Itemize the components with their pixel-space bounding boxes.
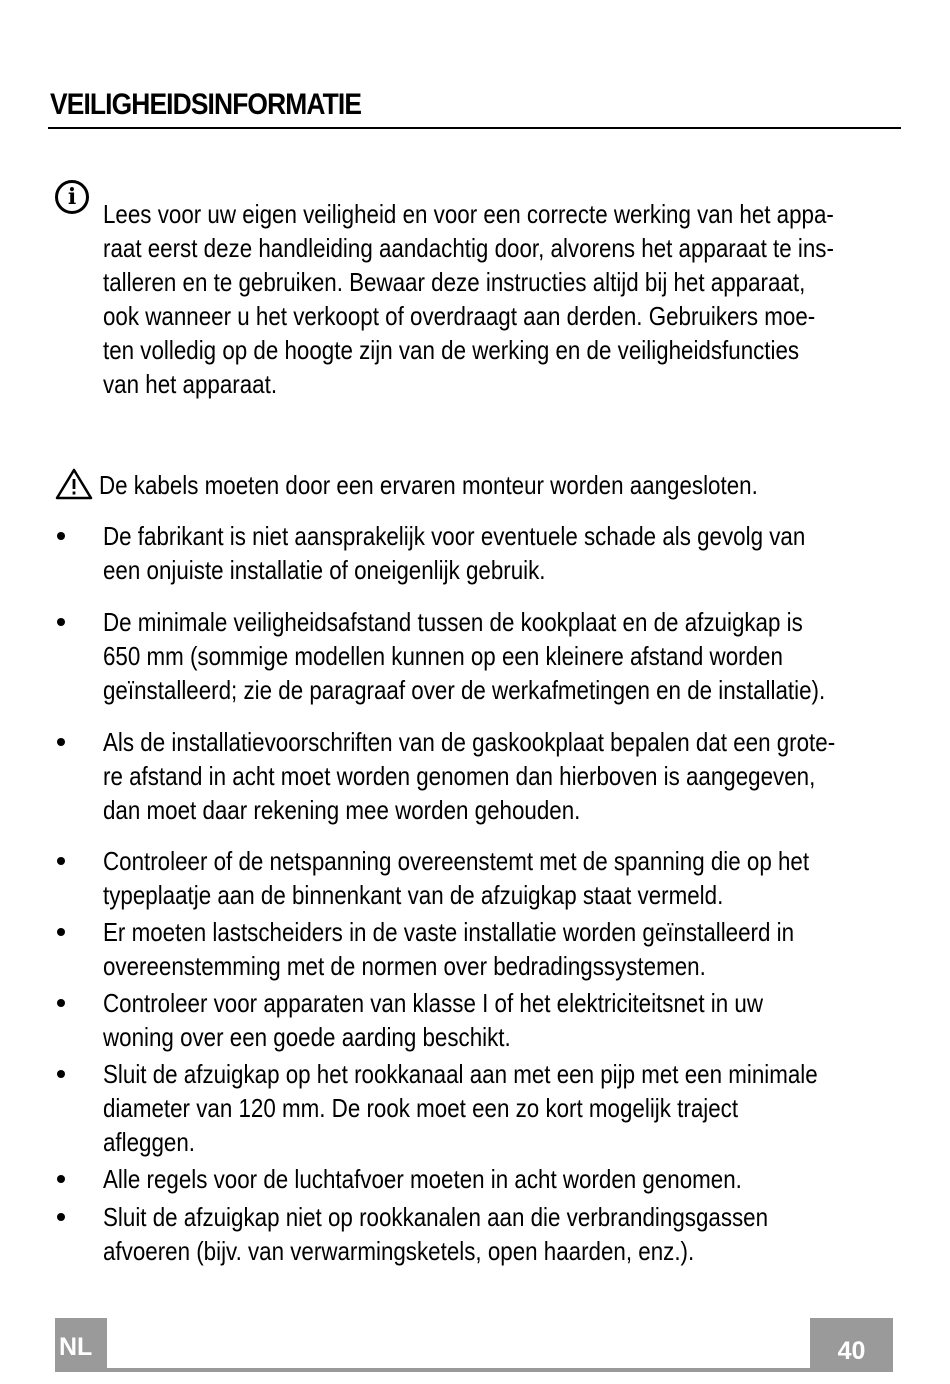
list-item-text: [103, 1057, 818, 1159]
list-item-line: dan moet daar rekening mee worden gehouden.: [103, 795, 581, 825]
list-item-text: [103, 725, 835, 827]
warning-triangle-icon: [55, 468, 93, 500]
list-item-text: [103, 519, 805, 587]
list-item-text: [103, 986, 763, 1054]
list-item-text: [103, 844, 809, 912]
intro-line: Lees voor uw eigen veiligheid en voor een correcte werking van het appa-: [103, 199, 834, 229]
list-item-line: Controleer of de netspanning overeenstemt met de spanning die op het: [103, 846, 810, 876]
list-item-line: diameter van 120 mm. De rook moet een zo kort mogelijk traject: [103, 1093, 739, 1123]
list-item-text: [103, 605, 825, 707]
section-title: VEILIGHEIDSINFORMATIE: [50, 88, 362, 121]
list-item-line: Er moeten lastscheiders in de vaste installatie worden geïnstalleerd in: [103, 917, 795, 947]
bullet-dot: [57, 1070, 65, 1078]
intro-line: ook wanneer u het verkoopt of overdraagt aan derden. Gebruikers moe-: [103, 301, 816, 331]
info-circle-icon: i: [55, 180, 89, 214]
intro-line: talleren en te gebruiken. Bewaar deze instructies altijd bij het apparaat,: [103, 267, 806, 297]
list-item-line: De minimale veiligheidsafstand tussen de kookplaat en de afzuigkap is: [103, 607, 803, 637]
bullet-dot: [57, 1175, 65, 1183]
warning-text: De kabels moeten door een ervaren monteur worden aangesloten.: [99, 470, 758, 500]
list-item-line: Sluit de afzuigkap op het rookkanaal aan met een pijp met een minimale: [103, 1059, 818, 1089]
language-tab: NL: [55, 1318, 107, 1372]
bullet-dot: [57, 857, 65, 865]
list-item-line: woning over een goede aarding beschikt.: [103, 1022, 511, 1052]
list-item-line: 650 mm (sommige modellen kunnen op een kleinere afstand worden: [103, 641, 783, 671]
title-divider: [48, 127, 901, 129]
list-item-text: [103, 915, 794, 983]
bullet-dot: [57, 1213, 65, 1221]
list-item-line: De fabrikant is niet aansprakelijk voor eventuele schade als gevolg van: [103, 521, 806, 551]
list-item-line: Sluit de afzuigkap niet op rookkanalen aan die verbrandingsgassen: [103, 1202, 769, 1232]
intro-text: [103, 197, 834, 401]
footer-bar: [55, 1368, 893, 1372]
intro-line: van het apparaat.: [103, 369, 278, 399]
page-number: 40: [810, 1318, 893, 1372]
list-item-line: afvoeren (bijv. van verwarmingsketels, open haarden, enz.).: [103, 1236, 695, 1266]
list-item-line: Als de installatievoorschriften van de gaskookplaat bepalen dat een grote-: [103, 727, 836, 757]
list-item-line: Alle regels voor de luchtafvoer moeten in acht worden genomen.: [103, 1164, 742, 1194]
list-item-line: Controleer voor apparaten van klasse I of het elektriciteitsnet in uw: [103, 988, 763, 1018]
bullet-dot: [57, 999, 65, 1007]
bullet-dot: [57, 928, 65, 936]
bullet-dot: [57, 532, 65, 540]
bullet-dot: [57, 738, 65, 746]
list-item-line: een onjuiste installatie of oneigenlijk gebruik.: [103, 555, 546, 585]
intro-line: raat eerst deze handleiding aandachtig door, alvorens het apparaat te ins-: [103, 233, 834, 263]
list-item-line: overeenstemming met de normen over bedradingssystemen.: [103, 951, 706, 981]
bullet-dot: [57, 618, 65, 626]
list-item-line: typeplaatje aan de binnenkant van de afzuigkap staat vermeld.: [103, 880, 724, 910]
list-item-text: [103, 1162, 742, 1196]
list-item-line: afleggen.: [103, 1127, 196, 1157]
list-item-text: [103, 1200, 768, 1268]
list-item-line: geïnstalleerd; zie de paragraaf over de werkafmetingen en de installatie).: [103, 675, 826, 705]
list-item-line: re afstand in acht moet worden genomen dan hierboven is aangegeven,: [103, 761, 816, 791]
intro-line: ten volledig op de hoogte zijn van de werking en de veiligheidsfuncties: [103, 335, 800, 365]
